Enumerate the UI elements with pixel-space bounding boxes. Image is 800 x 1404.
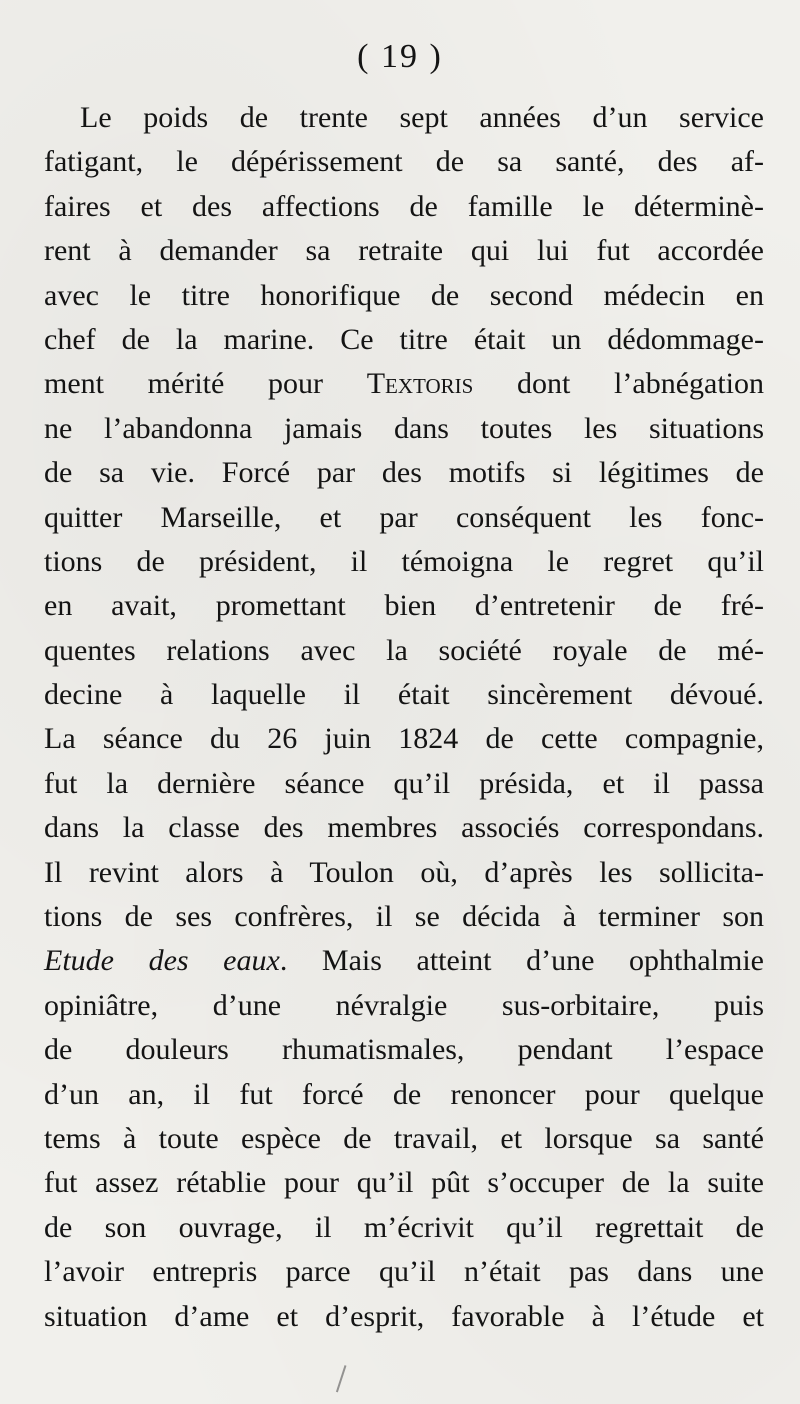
- author-name-smallcaps: Textoris: [366, 367, 474, 401]
- body-text: [44, 96, 764, 1339]
- text-segment: ment mérité pour: [44, 367, 367, 401]
- text-line: quitter Marseille, et par conséquent les fonc-: [44, 500, 764, 534]
- text-line: fut la dernière séance qu’il présida, et il passa: [44, 766, 764, 800]
- ink-mark: [336, 1365, 354, 1395]
- text-line: faires et des affections de famille le déterminè-: [44, 189, 764, 223]
- text-line: decine à laquelle il était sincèrement dévoué.: [44, 678, 764, 712]
- text-segment: . Mais atteint d’une ophthalmie: [279, 944, 764, 978]
- text-line: fatigant, le dépérissement de sa santé, des af-: [44, 145, 764, 179]
- text-line: Il revint alors à Toulon où, d’après les sollicita-: [44, 855, 764, 889]
- text-line: [44, 362, 764, 406]
- text-line: chef de la marine. Ce titre était un dédommage-: [44, 322, 764, 356]
- text-line: de sa vie. Forcé par des motifs si légitimes de: [44, 456, 764, 490]
- text-line: l’avoir entrepris parce qu’il n’était pas dans une: [44, 1255, 764, 1289]
- text-line: tions de président, il témoigna le regret qu’il: [44, 544, 764, 578]
- text-line: opiniâtre, d’une névralgie sus-orbitaire, puis: [44, 988, 764, 1022]
- text-line: La séance du 26 juin 1824 de cette compagnie,: [44, 722, 764, 756]
- text-line: situation d’ame et d’esprit, favorable à l’étude et: [44, 1299, 764, 1333]
- work-title-italic: Etude des eaux: [44, 944, 280, 978]
- text-line: ne l’abandonna jamais dans toutes les situations: [44, 411, 764, 445]
- text-line: [44, 939, 764, 983]
- text-line: Le poids de trente sept années d’un service: [80, 101, 764, 134]
- text-line: avec le titre honorifique de second médecin en: [44, 278, 764, 312]
- text-line: dans la classe des membres associés correspondans.: [44, 811, 764, 845]
- text-line: tems à toute espèce de travail, et lorsque sa santé: [44, 1121, 764, 1155]
- text-line: de douleurs rhumatismales, pendant l’espace: [44, 1033, 764, 1067]
- text-line: rent à demander sa retraite qui lui fut accordée: [44, 234, 764, 268]
- text-line: fut assez rétablie pour qu’il pût s’occuper de la suite: [44, 1166, 764, 1200]
- page-number: ( 19 ): [357, 38, 443, 75]
- text-line: en avait, promettant bien d’entretenir de fré-: [44, 589, 764, 623]
- text-line: d’un an, il fut forcé de renoncer pour quelque: [44, 1077, 764, 1111]
- text-line: tions de ses confrères, il se décida à terminer son: [44, 900, 764, 934]
- text-line: quentes relations avec la société royale de mé-: [44, 633, 764, 667]
- text-line: de son ouvrage, il m’écrivit qu’il regrettait de: [44, 1210, 764, 1244]
- text-segment: dont l’abnégation: [473, 367, 764, 401]
